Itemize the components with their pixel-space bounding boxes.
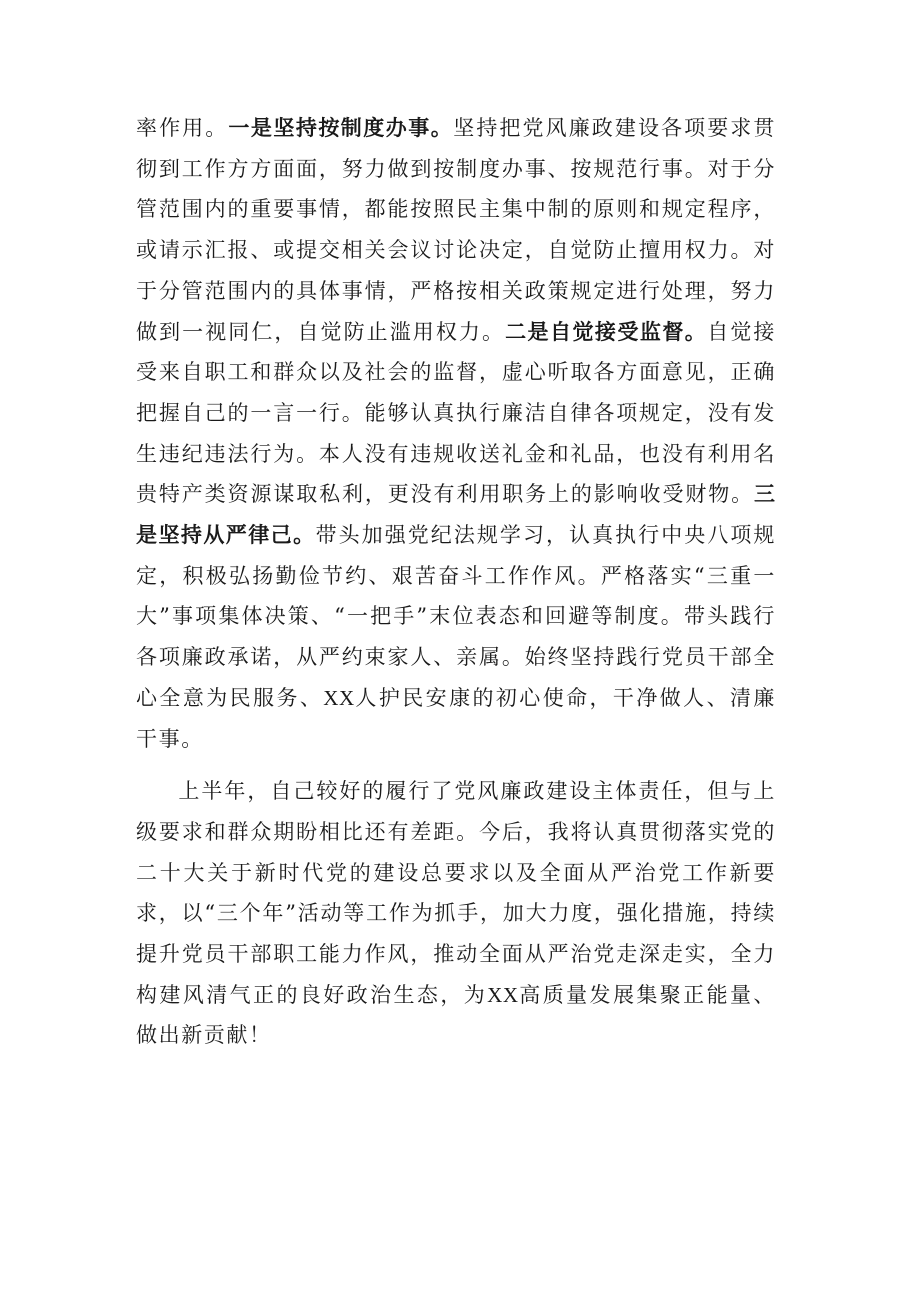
placeholder-xx-1: XX bbox=[323, 685, 355, 710]
paragraph-1-text-4: 带头加强党纪法规学习，认真执行中央八项规定，积极弘扬勤俭节约、艰苦奋斗工作作风。严格落实“三重一大”事项集体决策、“一把手”末位表态和回避等制度。带头践行各项廉政承诺，从严约束家人、亲属。始终坚持践行党员干部全心全意为民服务、 bbox=[136, 523, 777, 710]
heading-point-1: 一是坚持按制度办事。 bbox=[228, 116, 454, 140]
paragraph-1-text-1: 率作用。 bbox=[136, 116, 229, 140]
paragraph-2-text-1: 上半年，自己较好的履行了党风廉政建设主体责任，但与上级要求和群众期盼相比还有差距。今后，我将认真贯彻落实党的二十大关于新时代党的建设总要求以及全面从严治党工作新要求，以“三个年”活动等工作为抓手，加大力度，强化措施，持续提升党员干部职工能力作风，推动全面从严治党走深走实，全力构建风清气正的良好政治生态，为 bbox=[136, 779, 776, 1007]
document-body bbox=[136, 108, 776, 1056]
paragraph-2 bbox=[136, 771, 776, 1056]
heading-point-2: 二是自觉接受监督。 bbox=[505, 319, 708, 344]
placeholder-xx-2: XX bbox=[487, 982, 519, 1007]
paragraph-1-text-3: 自觉接受来自职工和群众以及社会的监督，虚心听取各方面意见，正确把握自己的一言一行。能够认真执行廉洁自律各项规定，没有发生违纪违法行为。本人没有违规收送礼金和礼品，也没有利用名贵特产类资源谋取私利，更没有利用职务上的影响收受财物。 bbox=[136, 319, 776, 507]
paragraph-1 bbox=[136, 108, 776, 759]
heading-point-3: 三是坚持从严律己。 bbox=[136, 482, 776, 548]
paragraph-1-text-5: 人护民安康的初心使命，干净做人、清廉干事。 bbox=[136, 685, 776, 751]
paragraph-2-text-2: 高质量发展集聚正能量、做出新贡献！ bbox=[136, 982, 777, 1048]
paragraph-1-text-2: 坚持把党风廉政建设各项要求贯彻到工作方方面面，努力做到按制度办事、按规范行事。对于分管范围内的重要事情，都能按照民主集中制的原则和规定程序，或请示汇报、或提交相关会议讨论决定，自觉防止擅用权力。对于分管范围内的具体事情，严格按相关政策规定进行处理，努力做到一视同仁，自觉防止滥用权力。 bbox=[136, 116, 776, 344]
